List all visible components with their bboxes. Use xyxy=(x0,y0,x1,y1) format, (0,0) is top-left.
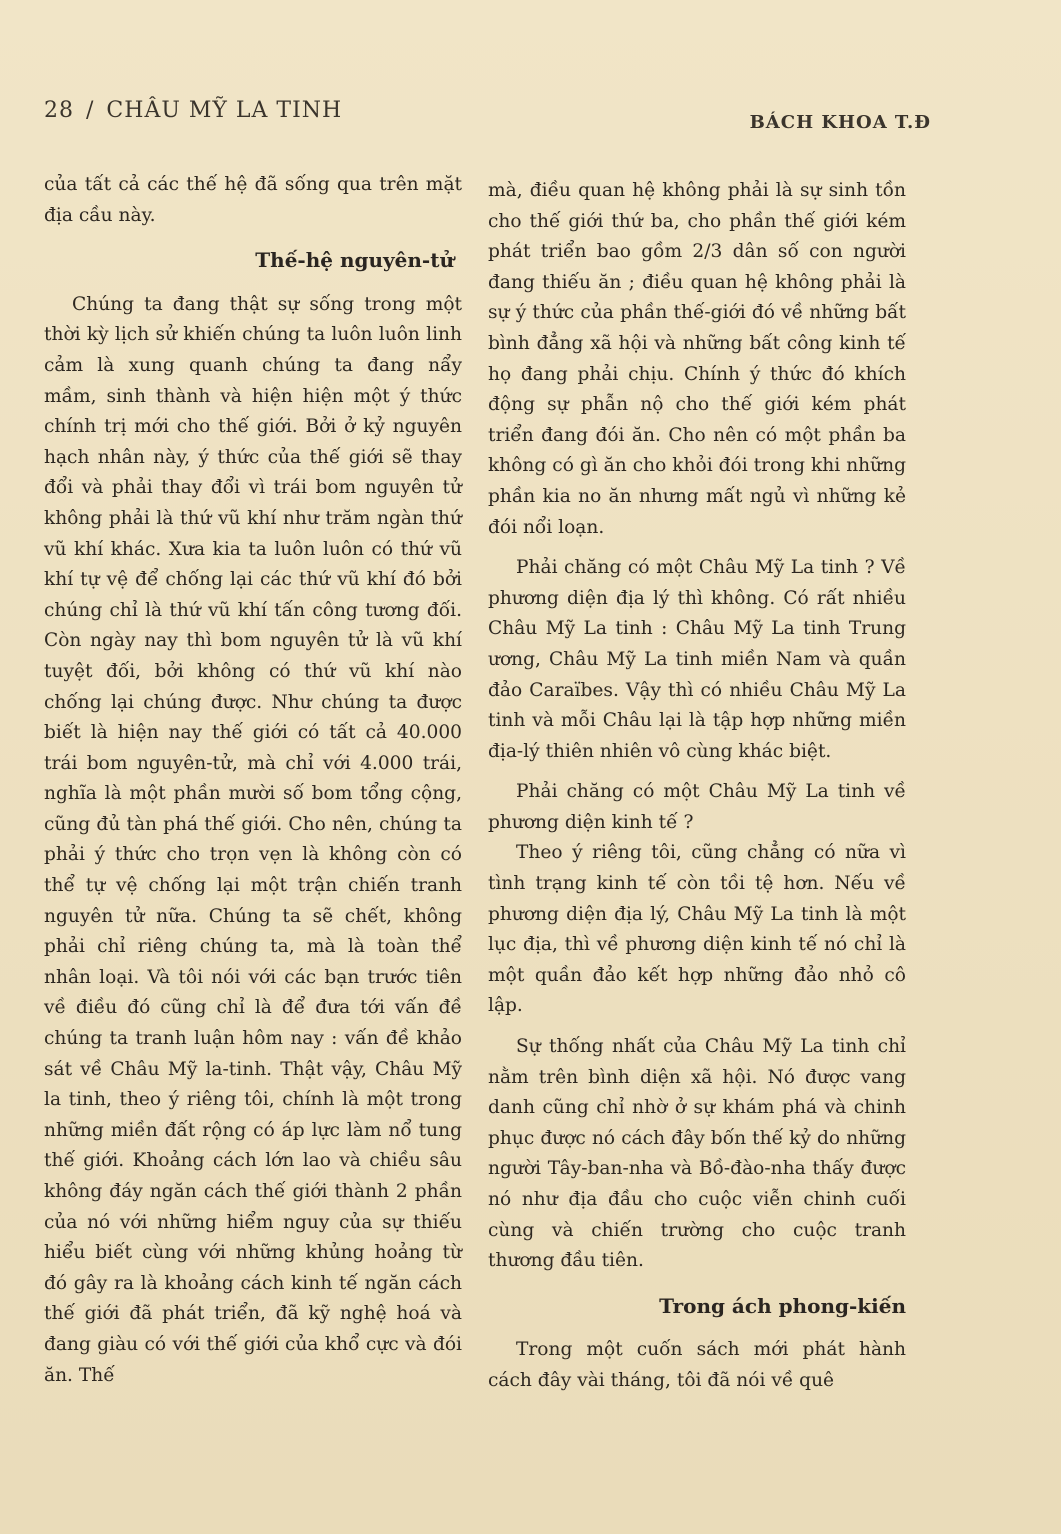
section-heading: Trong ách phong-kiến xyxy=(659,1293,906,1318)
publication-name: BÁCH KHOA T.Đ xyxy=(749,112,931,133)
right-column xyxy=(488,176,906,1397)
paragraph: Phải chăng có một Châu Mỹ La tinh ? Về phương diện địa lý thì không. Có rất nhiều Châu Mỹ La tinh : Châu Mỹ La tinh Trung ương, Châu Mỹ La tinh miền Nam và quần đảo Caraïbes. Vậy thì có nhiều Châu Mỹ La tinh và mỗi Châu lại là tập hợp những miền địa-lý thiên nhiên vô cùng khác biệt. xyxy=(488,557,906,762)
paragraph: của tất cả các thế hệ đã sống qua trên mặt địa cầu này. xyxy=(44,174,462,226)
left-column xyxy=(44,170,462,1391)
paragraph: mà, điều quan hệ không phải là sự sinh tồn cho thế giới thứ ba, cho phần thế giới kém phát triển bao gồm 2/3 dân số con người đang thiếu ăn ; điều quan hệ không phải là sự ý thức của phần thế-giới đó về những bất bình đẳng xã hội và những bất công kinh tế họ đang phải chịu. Chính ý thức đó khích động sự phẫn nộ cho thế giới kém phát triển đang đói ăn. Cho nên có một phần ba không có gì ăn cho khỏi đói trong khi những phần kia no ăn nhưng mất ngủ vì những kẻ đói nổi loạn. xyxy=(488,180,906,538)
section-heading: Thế-hệ nguyên-tử xyxy=(255,248,454,273)
paragraph: Phải chăng có một Châu Mỹ La tinh về phương diện kinh tế ? xyxy=(488,781,906,833)
running-header xyxy=(44,98,342,123)
section-title: CHÂU MỸ LA TINH xyxy=(106,98,343,123)
header-separator: / xyxy=(86,98,95,123)
paragraph: Chúng ta đang thật sự sống trong một thời kỳ lịch sử khiến chúng ta luôn luôn linh cảm là xung quanh chúng ta đang nẩy mầm, sinh thành và hiện hiện một ý thức chính trị mới cho thế giới. Bởi ở kỷ nguyên hạch nhân này, ý thức của thế giới sẽ thay đổi và phải thay đổi vì trái bom nguyên tử không phải là thứ vũ khí như trăm ngàn thứ vũ khí khác. Xưa kia ta luôn luôn có thứ vũ khí tự vệ để chống lại các thứ vũ khí đó bởi chúng chỉ là thứ vũ khí tấn công tương đối. Còn ngày nay thì bom nguyên tử là vũ khí tuyệt đối, bởi không có thứ vũ khí nào chống lại chúng được. Như chúng ta được biết là hiện nay thế giới có tất cả 40.000 trái bom nguyên-tử, mà chỉ với 4.000 trái, nghĩa là một phần mười số bom tổng cộng, cũng đủ tàn phá thế giới. Cho nên, chúng ta phải ý thức cho trọn vẹn là không còn có thể tự vệ chống lại một trận chiến tranh nguyên tử nữa. Chúng ta sẽ chết, không phải chỉ riêng chúng ta, mà là toàn thể nhân loại. Và tôi nói với các bạn trước tiên về điều đó cũng chỉ là để đưa tới vấn đề chúng ta tranh luận hôm nay : vấn đề khảo sát về Châu Mỹ la-tinh. Thật vậy, Châu Mỹ la tinh, theo ý riêng tôi, chính là một trong những miền đất rộng có áp lực làm nổ tung thế giới. Khoảng cách lớn lao và chiều sâu không đáy ngăn cách thế giới thành 2 phần của nó với những hiểm nguy của sự thiếu hiểu biết cùng với những khủng hoảng từ đó gây ra là khoảng cách kinh tế ngăn cách thế giới đã phát triển, đã kỹ nghệ hoá và đang giàu có với thế giới của khổ cực và đói ăn. Thế xyxy=(44,293,462,1386)
page-number: 28 xyxy=(44,98,74,123)
paragraph: Sự thống nhất của Châu Mỹ La tinh chỉ nằm trên bình diện xã hội. Nó được vang danh cũng chỉ nhờ ở sự khám phá và chinh phục được nó cách đây bốn thế kỷ do những người Tây-ban-nha và Bồ-đào-nha thấy được nó như địa đầu cho cuộc viễn chinh cuối cùng và chiến trường cho cuộc tranh thương đầu tiên. xyxy=(488,1036,906,1272)
paragraph: Theo ý riêng tôi, cũng chẳng có nữa vì tình trạng kinh tế còn tồi tệ hơn. Nếu về phương diện địa lý, Châu Mỹ La tinh là một lục địa, thì về phương diện kinh tế nó chỉ là một quần đảo kết hợp những đảo nhỏ cô lập. xyxy=(488,842,906,1017)
paragraph: Trong một cuốn sách mới phát hành cách đây vài tháng, tôi đã nói về quê xyxy=(488,1339,906,1391)
